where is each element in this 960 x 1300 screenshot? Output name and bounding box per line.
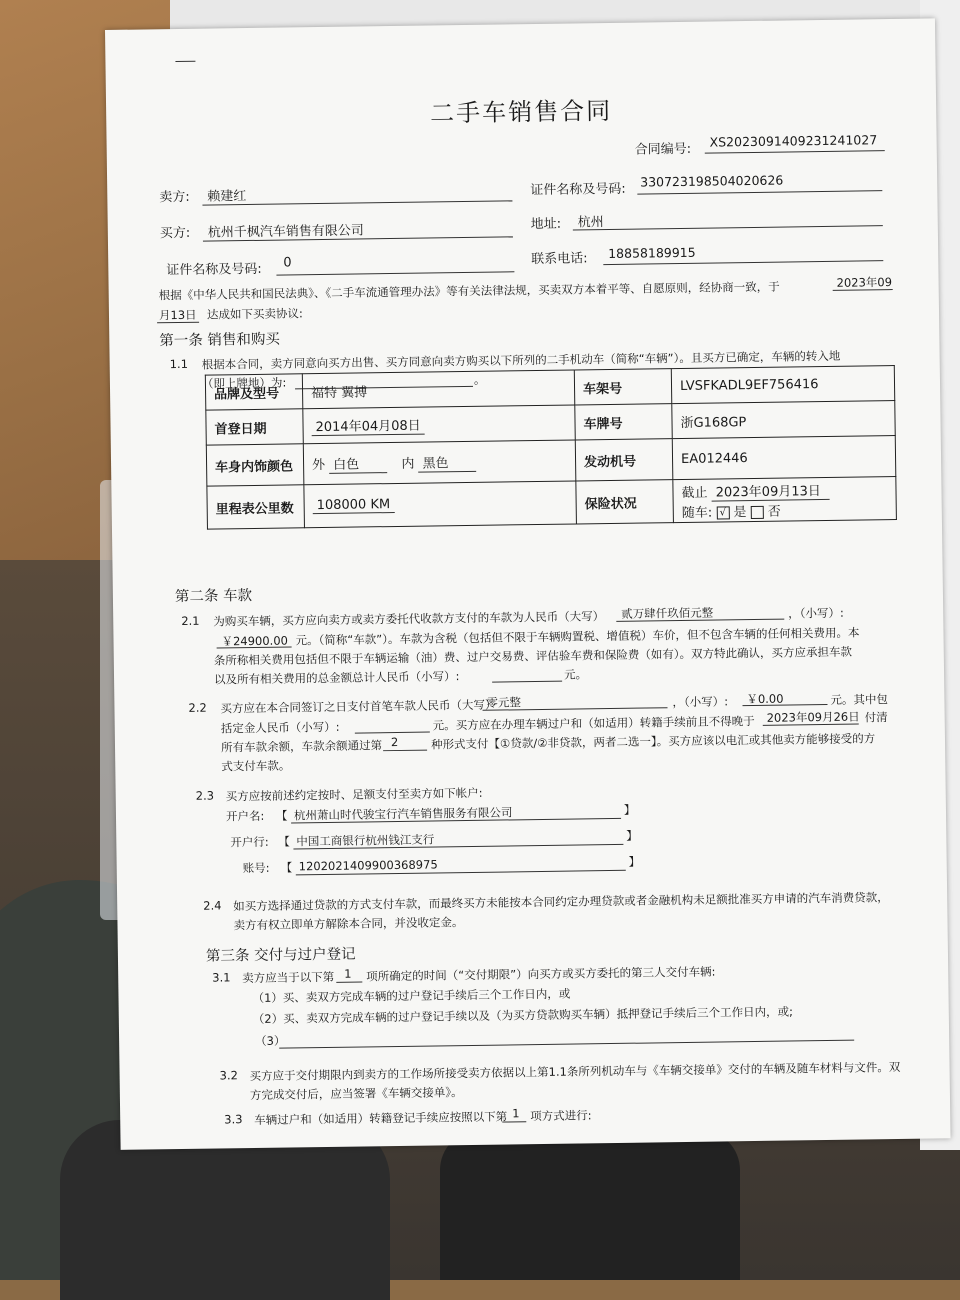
clause-3-1-option-3: （3） xyxy=(255,1033,286,1049)
seller-label: 卖方: xyxy=(159,189,190,206)
buyer-id: 0 xyxy=(283,255,292,271)
price-in-words: 贰万肆仟玖佰元整 xyxy=(621,605,714,621)
no-label: 否 xyxy=(767,504,781,520)
seller-id-label: 证件名称及号码: xyxy=(530,181,626,199)
payment-option: 2 xyxy=(390,734,399,750)
account-no-label: 账号: xyxy=(242,860,270,876)
first-payment-words: 零元整 xyxy=(486,695,522,710)
underline xyxy=(502,1121,526,1122)
clause-2-1-text-b: ，（小写）: xyxy=(788,605,844,621)
transfer-option: 1 xyxy=(512,1106,520,1121)
brand-value: 福特 翼搏 xyxy=(302,370,574,409)
price-in-figures: ￥24900.00 xyxy=(221,633,289,649)
bracket: 】 xyxy=(628,854,641,869)
underline xyxy=(355,732,430,734)
color-out-value: 白色 xyxy=(329,453,387,474)
clause-3-3-text-b: 项方式进行: xyxy=(530,1108,592,1124)
mileage-value: 108000 KM xyxy=(313,497,395,514)
yes-checkbox[interactable]: √ xyxy=(716,506,729,519)
underline xyxy=(742,704,827,706)
underline xyxy=(603,260,883,265)
first-payment-figures: ￥0.00 xyxy=(746,691,784,707)
vin-value: LVSFKADL9EF756416 xyxy=(671,366,894,404)
clause-2-1-text-4b: 元。 xyxy=(563,667,588,682)
clause-3-1-option-1: （1）买、卖双方完成车辆的过户登记手续后三个工作日内，或 xyxy=(252,986,571,1006)
clause-2-2-text-4: 式支付车款。 xyxy=(221,758,291,774)
intro-date-b: 月13日 xyxy=(158,307,197,323)
clause-2-2-text-3: 所有车款余额，车款余额通过第 xyxy=(220,738,383,755)
reg-date-cell xyxy=(303,405,575,444)
clause-3-1-text-b: 项所确定的时间（“交付期限”）向买方或买方委托的第三人交付车辆: xyxy=(366,964,716,984)
buyer-id-label: 证件名称及号码: xyxy=(166,261,262,279)
clause-2-2-text: 买方应在本合同签订之日支付首笔车款人民币（大写） xyxy=(220,697,497,716)
clause-2-1-text-4: 以及所有相关费用的总金额总计人民币（小写）: xyxy=(213,669,460,687)
clause-3-3-text: 车辆过户和（如适用）转籍登记手续应按照以下第 xyxy=(254,1109,508,1128)
account-no: 1202021409900368975 xyxy=(298,857,438,874)
underline xyxy=(202,200,512,205)
reg-date-label: 首登日期 xyxy=(206,409,303,445)
color-in-label: 内 xyxy=(401,456,415,472)
engine-value: EA012446 xyxy=(672,436,896,480)
vehicle-info-table xyxy=(205,365,897,530)
intro-text-2: 达成如下买卖协议: xyxy=(206,306,303,322)
underline xyxy=(336,982,362,983)
insurance-label: 保险状况 xyxy=(576,480,674,524)
contract-no-label: 合同编号: xyxy=(634,141,692,158)
underline xyxy=(492,681,562,683)
clause-2-2-text-2c: 付清 xyxy=(864,710,888,725)
mileage-cell xyxy=(304,481,577,528)
contract-no: XS2023091409231241027 xyxy=(709,132,878,150)
underline xyxy=(573,225,883,230)
bracket: 【 xyxy=(275,808,288,823)
clause-1-1-text: 根据本合同，卖方同意向买方出售、买方同意向卖方购买以下所列的二手机动车（简称“车辆”）。且买方已确定，车辆的转入地 xyxy=(201,348,841,372)
delivery-option: 1 xyxy=(344,966,352,981)
bracket: 】 xyxy=(626,828,638,843)
underline xyxy=(833,289,893,291)
buyer-label: 买方: xyxy=(159,225,191,242)
person-leg-right xyxy=(440,1130,740,1280)
plate-value: 浙G168GP xyxy=(672,401,895,439)
bracket: 【 xyxy=(278,834,290,849)
clause-number: 1.1 xyxy=(169,356,189,372)
clause-number: 2.2 xyxy=(188,700,207,715)
article-1-title: 第一条 销售和购买 xyxy=(159,331,281,350)
phone-label: 联系电话: xyxy=(531,251,588,268)
clause-2-1-text-2: 元。（简称“车款”）。车款为含税（包括但不限于车辆购置税、增值税）车价，但不包含车辆的任何相关费用。本 xyxy=(295,625,860,648)
clause-3-2-text: 买方应于交付期限内到卖方的工作场所接受卖方依据以上第1.1条所列机动车与《车辆交接单》交付的车辆及随车材料与文件。双 xyxy=(249,1059,901,1084)
clause-number: 2.1 xyxy=(181,613,200,628)
clause-2-1-text: 为购买车辆，买方应向卖方或卖方委托代收款方支付的车款为人民币（大写） xyxy=(213,609,605,629)
color-out-label: 外 xyxy=(311,457,326,474)
clause-3-1-text: 卖方应当于以下第 xyxy=(242,969,335,986)
color-in-value: 黑色 xyxy=(418,452,476,473)
clause-2-2-text-3b: 种形式支付【①贷款/②非贷款，两者二选一】。买方应该以电汇或其他卖方能够接受的方 xyxy=(430,731,876,752)
clause-3-2-text-2: 方完成交付后，应当签署《车辆交接单》。 xyxy=(249,1085,463,1103)
insurance-cell xyxy=(673,477,897,523)
clause-2-1-text-3: 条所称相关费用包括但不限于车辆运输（油）费、过户交易费、评估验车费和保险费（如有）。双方特此确认，买方应承担车款 xyxy=(213,644,853,668)
clause-number: 2.3 xyxy=(195,788,215,803)
clause-2-4-text: 如买方选择通过贷款的方式支付车款，而最终买方未能按本合同约定办理贷款或者金融机构未足额批准买方申请的汽车消费贷款， xyxy=(233,890,889,914)
document-title: 二手车销售合同 xyxy=(430,96,613,128)
underline xyxy=(383,750,427,752)
clause-2-2-text-2b: 元。买方应在办理车辆过户和（如适用）转籍手续前且不得晚于 xyxy=(432,713,755,733)
clause-number: 3.1 xyxy=(212,970,231,985)
clause-2-4-text-2: 卖方有权立即单方解除本合同，并没收定金。 xyxy=(233,915,464,933)
payment-deadline: 2023年09月26日 xyxy=(766,709,860,725)
underline xyxy=(763,724,859,726)
insurance-with-label: 随车: xyxy=(681,505,713,521)
article-3-title: 第三条 交付与过户登记 xyxy=(205,946,356,965)
address: 杭州 xyxy=(577,215,604,231)
clause-number: 2.4 xyxy=(203,898,222,913)
article-2-title: 第二条 车款 xyxy=(174,588,253,606)
brand-label: 品牌及型号 xyxy=(205,374,302,410)
insurance-until-label: 截止 xyxy=(681,485,708,501)
clause-2-2-text-b: ，（小写）: xyxy=(672,694,729,710)
clause-2-2-text-2: 括定金人民币（小写）: xyxy=(220,719,340,736)
color-cell xyxy=(303,440,576,485)
account-bank-label: 开户行: xyxy=(230,834,269,850)
account-bank: 中国工商银行杭州钱江支行 xyxy=(296,832,435,849)
buyer-name: 杭州千枫汽车销售有限公司 xyxy=(207,223,364,241)
address-label: 地址: xyxy=(530,216,562,233)
clause-1-1-text-3: 。 xyxy=(473,372,486,387)
intro-date-a: 2023年09 xyxy=(836,275,893,290)
plate-label: 车牌号 xyxy=(575,404,672,440)
account-name: 杭州萧山时代骏宝行汽车销售服务有限公司 xyxy=(293,805,513,823)
corner-mark xyxy=(175,61,195,62)
mileage-label: 里程表公里数 xyxy=(207,485,305,529)
underline xyxy=(705,150,885,154)
account-name-label: 开户名: xyxy=(225,808,265,824)
seller-id: 330723198504020626 xyxy=(640,172,784,190)
clause-1-1-text-2: （即上牌地）为: xyxy=(201,375,287,391)
bracket: 】 xyxy=(623,802,636,817)
clause-2-3-text: 买方应按前述约定按时、足额支付至卖方如下帐户: xyxy=(225,785,483,804)
intro-text: 根据《中华人民共和国民法典》、《二手车流通管理办法》等有关法律法规，买卖双方本着平等、自愿原则，经协商一致，于 xyxy=(158,279,780,303)
clause-3-1-option-2: （2）买、卖双方完成车辆的过户登记手续以及（为买方贷款购买车辆）抵押登记手续后三个工作日内，或; xyxy=(252,1004,794,1027)
contract-page xyxy=(105,18,951,1149)
phone: 18858189915 xyxy=(608,244,696,261)
reg-date-value: 2014年04月08日 xyxy=(311,415,424,437)
color-label: 车身内饰颜色 xyxy=(206,444,304,486)
underline xyxy=(637,190,882,194)
bracket: 【 xyxy=(280,860,293,875)
underline xyxy=(276,271,514,275)
clause-number: 3.3 xyxy=(224,1112,243,1127)
clause-number: 3.2 xyxy=(219,1068,239,1083)
vin-label: 车架号 xyxy=(574,369,671,405)
insurance-with-row xyxy=(682,499,888,521)
underline xyxy=(279,1040,854,1049)
table-row xyxy=(207,477,897,530)
yes-label: 是 xyxy=(733,504,747,520)
seller-name: 赖建红 xyxy=(207,189,247,205)
insurance-until-value: 2023年09月13日 xyxy=(712,479,830,501)
no-checkbox[interactable] xyxy=(751,505,764,518)
clause-2-2-text-c: 元。其中包 xyxy=(830,692,889,707)
underline xyxy=(157,322,199,324)
engine-label: 发动机号 xyxy=(575,439,673,481)
